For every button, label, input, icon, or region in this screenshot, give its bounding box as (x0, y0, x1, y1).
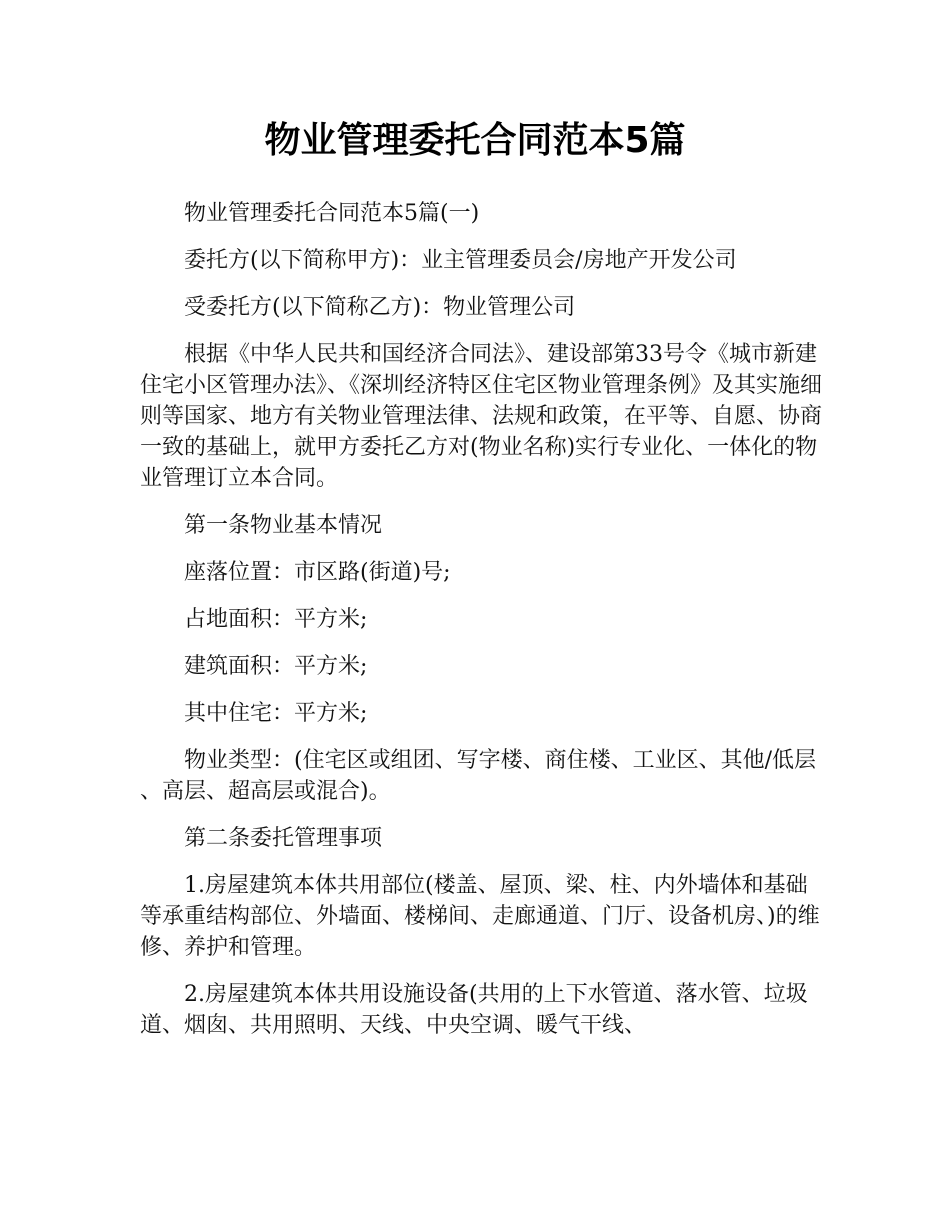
paragraph-land-area: 占地面积：平方米; (184, 607, 368, 632)
paragraph-location: 座落位置：市区路(街道)号; (184, 560, 451, 585)
paragraph-contract-heading: 物业管理委托合同范本5篇(一) (184, 201, 480, 226)
paragraph-item-2: 2.房屋建筑本体共用设施设备(共用的上下水管道、落水管、垃圾道、烟囱、共用照明、天线、中央空调、暖气干线、 (140, 982, 808, 1038)
paragraph-article-1-heading: 第一条物业基本情况 (184, 513, 383, 538)
document-body (140, 198, 828, 1057)
paragraph-legal-basis: 根据《中华人民共和国经济合同法》、建设部第33号令《城市新建住宅小区管理办法》、《深圳经济特区住宅区物业管理条例》及其实施细则等国家、地方有关物业管理法律、法规和政策，在平等、自愿、协商一致的基础上，就甲方委托乙方对(物业名称)实行专业化、一体化的物业管理订立本合同。 (140, 342, 823, 491)
paragraph-property-type: 物业类型：(住宅区或组团、写字楼、商住楼、工业区、其他/低层、高层、超高层或混合)。 (140, 748, 816, 804)
paragraph-client: 委托方(以下简称甲方)：业主管理委员会/房地产开发公司 (184, 248, 737, 273)
paragraph-item-1: 1.房屋建筑本体共用部位(楼盖、屋顶、梁、柱、内外墙体和基础等承重结构部位、外墙面、楼梯间、走廊通道、门厅、设备机房、)的维修、养护和管理。 (140, 873, 820, 960)
document-title: 物业管理委托合同范本5篇 (264, 120, 686, 161)
paragraph-article-2-heading: 第二条委托管理事项 (184, 826, 383, 851)
paragraph-residential-area: 其中住宅：平方米; (184, 701, 368, 726)
paragraph-building-area: 建筑面积：平方米; (184, 654, 368, 679)
paragraph-contractor: 受委托方(以下简称乙方)：物业管理公司 (184, 295, 576, 320)
